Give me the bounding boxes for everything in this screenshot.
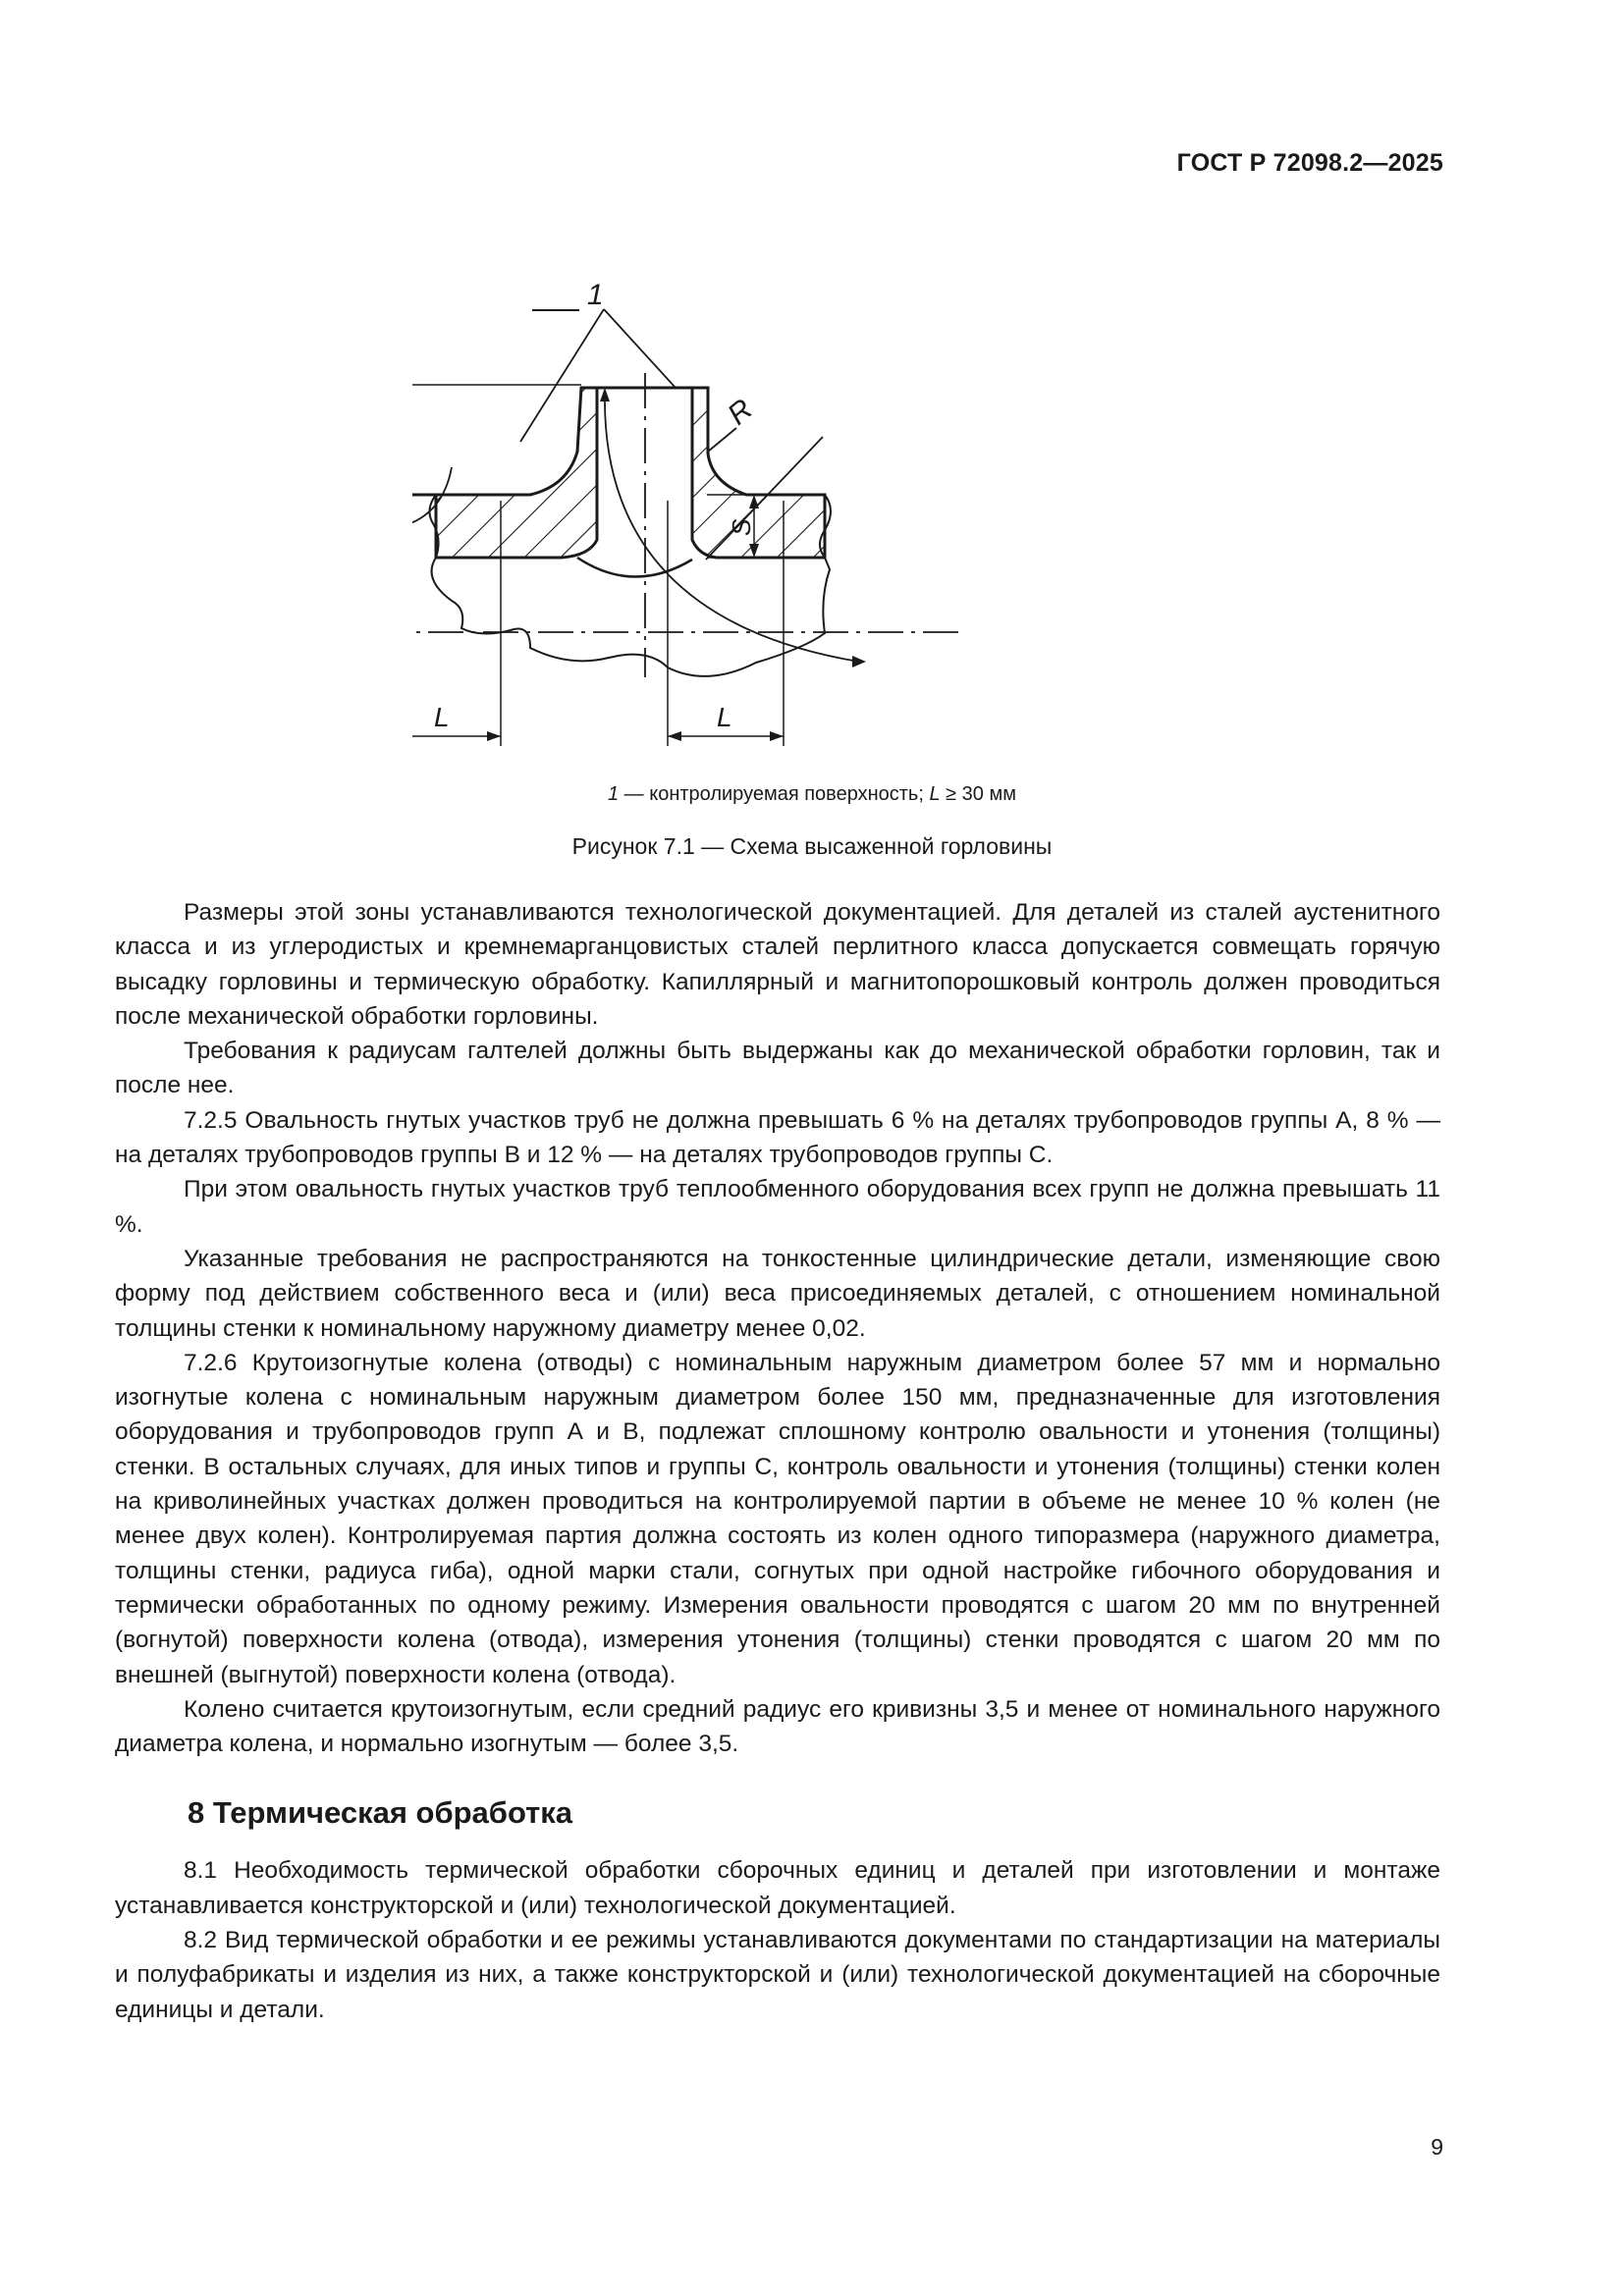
paragraph: Колено считается крутоизогнутым, если средний радиус его кривизны 3,5 и менее от номинального наружного диаметра колена, и нормально изогнутым — более 3,5.: [115, 1695, 1440, 1758]
paragraph: При этом овальность гнутых участков труб теплообменного оборудования всех групп не должна превышать 11 %.: [115, 1176, 1440, 1238]
legend-text: — контролируемая поверхность;: [619, 783, 930, 805]
right-hatched-section: [692, 388, 825, 558]
upset-neck-drawing: [412, 236, 1119, 785]
paragraph: Требования к радиусам галтелей должны быть выдержаны как до механической обработки горловин, так и после нее.: [115, 1038, 1440, 1099]
document-header: ГОСТ Р 72098.2—2025: [1176, 149, 1443, 177]
paragraph-7-2-6: 7.2.6 Крутоизогнутые колена (отводы) с номинальным наружным диаметром более 57 мм и нормально изогнутые колена с номинальным наружным диаметром более 150 мм, предназначенные для изготовления оборудования и трубопроводов групп А и В, подлежат сплошному контролю овальности и утонения (толщины) стенки. В остальных случаях, для иных типов и группы С, контроль овальности и утонения (толщины) стенки колен на криволинейных участках должен проводиться на контролируемой партии в объеме не менее 10 % колен (не менее двух колен). Контролируемая партия должна состоять из колен одного типоразмера (наружного диаметра, толщины стенки, радиуса гиба), одной марки стали, согнутых при одной настройке гибочного оборудования и термически обработанных по одному режиму. Измерения овальности проводятся с шагом 20 мм по внутренней (вогнутой) поверхности колена (отвода), измерения утонения (толщины) стенки проводятся с шагом 20 мм по внешней (выгнутой) поверхности колена (отвода).: [115, 1349, 1440, 1688]
document-body: [115, 895, 1440, 2027]
thickness-label: S: [727, 518, 756, 536]
length-left-label: L: [434, 702, 450, 732]
figure-legend: [0, 783, 1624, 806]
paragraph-8-2: 8.2 Вид термической обработки и ее режимы устанавливаются документами по стандартизации на материалы и полуфабрикаты и изделия из них, а также конструкторской и (или) технологической документацией на сборочные единицы и детали.: [115, 1927, 1440, 2023]
callout-1-label: 1: [587, 279, 604, 311]
paragraph: Указанные требования не распространяются на тонкостенные цилиндрические детали, изменяющие свою форму под действием собственного веса и (или) веса присоединяемых деталей, с отношением номинальной толщины стенки к номинальному наружному диаметру менее 0,02.: [115, 1245, 1440, 1342]
legend-number: 1: [607, 783, 620, 805]
figure-upset-neck-diagram: [412, 236, 1119, 785]
left-hatched-section: [436, 388, 597, 558]
radius-label: R: [722, 393, 759, 432]
legend-variable: L: [929, 783, 941, 805]
paragraph-8-1: 8.1 Необходимость термической обработки сборочных единиц и деталей при изготовлении и монтаже устанавливается конструкторской и (или) технологической документацией.: [115, 1857, 1440, 1919]
legend-condition: ≥ 30 мм: [940, 783, 1016, 805]
paragraph: Размеры этой зоны устанавливаются технологической документацией. Для деталей из сталей аустенитного класса и из углеродистых и кремнемарганцовистых сталей перлитного класса допускается совмещать горячую высадку горловины и термическую обработку. Капиллярный и магнитопорошковый контроль должен проводиться после механической обработки горловины.: [115, 899, 1440, 1030]
page-number: 9: [1431, 2134, 1443, 2160]
section-heading: 8 Термическая обработка: [188, 1795, 573, 1831]
paragraph-7-2-5: 7.2.5 Овальность гнутых участков труб не должна превышать 6 % на деталях трубопроводов группы А, 8 % — на деталях трубопроводов группы В и 12 % — на деталях трубопроводов группы С.: [115, 1106, 1440, 1169]
length-right-label: L: [717, 702, 732, 732]
figure-caption: Рисунок 7.1 — Схема высаженной горловины: [571, 833, 1053, 859]
